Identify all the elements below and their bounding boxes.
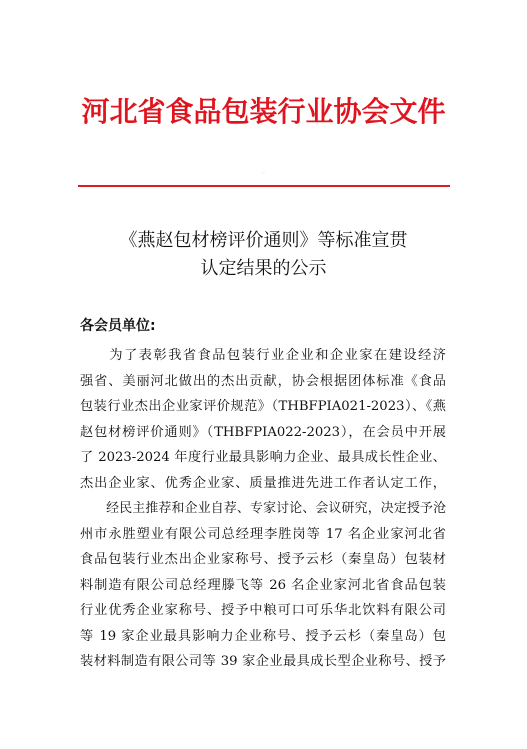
- body-line: 包装行业杰出企业家评价规范》（THBFPIA021-2023）、《燕: [80, 399, 446, 414]
- document-header-title: 河北省食品包装行业协会文件: [81, 95, 446, 128]
- document-number: [0, 165, 527, 181]
- body-line: 为了表彰我省食品包装行业企业和企业家在建设经济: [80, 348, 446, 363]
- notice-title-line-2: 认定结果的公示: [200, 258, 327, 279]
- body-line: 装材料制造有限公司等 39 家企业最具成长型企业称号、授予: [80, 654, 446, 669]
- salutation: 各会员单位:: [80, 318, 156, 334]
- header-divider: [78, 185, 450, 187]
- body-line: 行业优秀企业家称号、授予中粮可口可乐华北饮料有限公司: [80, 603, 446, 618]
- body-text: [80, 343, 446, 675]
- notice-title-line-1: 《燕赵包材榜评价通则》等标准宣贯: [119, 230, 408, 251]
- body-line: 等 19 家企业最具影响力企业称号、授予云杉（秦皇岛）包: [80, 628, 446, 644]
- body-line: 杰出企业家、优秀企业家、质量推进先进工作者认定工作，: [80, 475, 446, 491]
- body-line: 州市永胜塑业有限公司总经理李胜岗等 17 名企业家河北省: [80, 526, 446, 542]
- body-line: 强省、美丽河北做出的杰出贡献，协会根据团体标准《食品: [80, 373, 446, 389]
- body-line: 食品包装行业杰出企业家称号、授予云杉（秦皇岛）包装材: [80, 552, 446, 567]
- body-line: 料制造有限公司总经理滕飞等 26 名企业家河北省食品包装: [80, 577, 446, 593]
- body-line: 经民主推荐和企业自荐、专家讨论、会议研究，决定授予沧: [80, 501, 446, 516]
- body-line: 了 2023-2024 年度行业最具影响力企业、最具成长性企业、: [80, 450, 446, 465]
- notice-title: [0, 227, 527, 283]
- body-line: 赵包材榜评价通则》（THBFPIA022-2023），在会员中开展: [80, 424, 446, 440]
